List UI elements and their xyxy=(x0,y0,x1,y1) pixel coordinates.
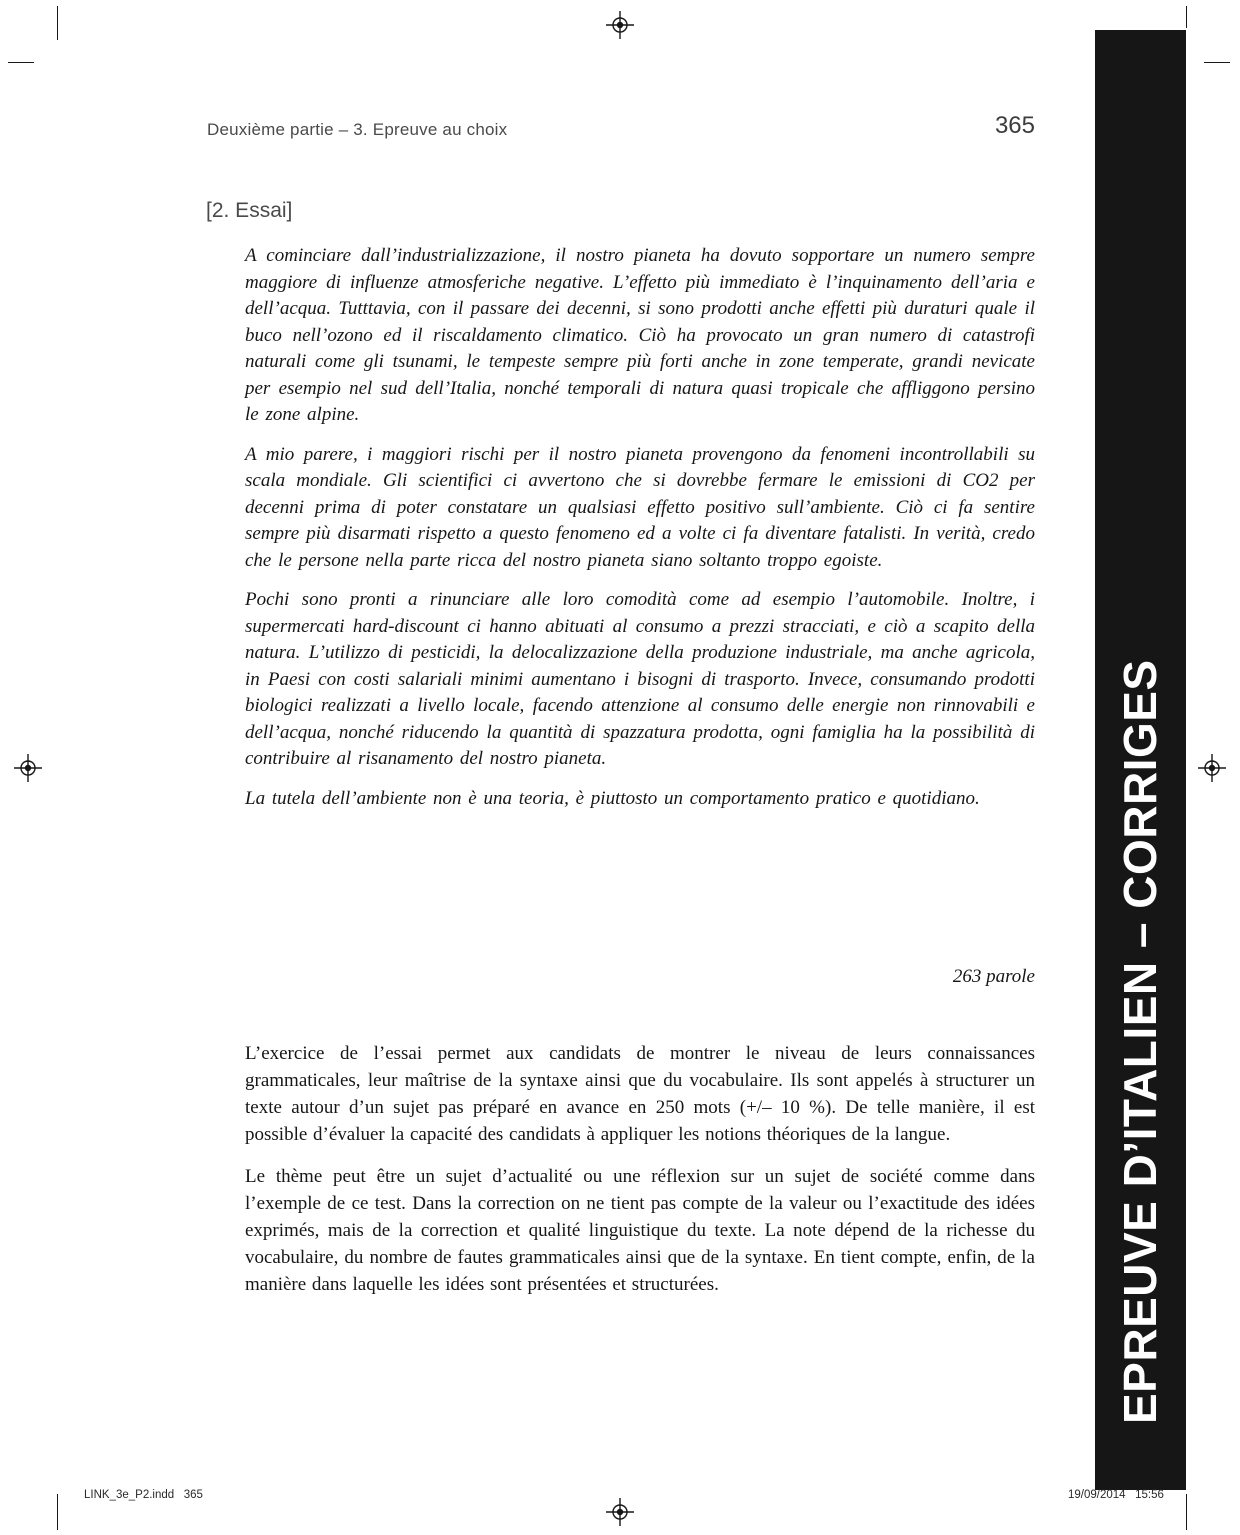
commentary-block xyxy=(245,1040,1035,1313)
crop-mark-bottom-left xyxy=(57,1494,58,1530)
footer-timestamp: 19/09/2014 15:56 xyxy=(1068,1489,1164,1501)
word-count: 263 parole xyxy=(952,966,1035,987)
footer-file-info: LINK_3e_P2.indd 365 xyxy=(84,1489,203,1501)
running-title: Deuxième partie – 3. Epreuve au choix xyxy=(207,120,508,139)
crop-mark-top-right xyxy=(1186,6,1187,28)
page-header xyxy=(207,112,1035,140)
commentary-paragraph-2: Le thème peut être un sujet d’actualité ou une réflexion sur un sujet de société comme dans l’exemple de ce test. Dans la correction on ne tient pas compte de la valeur ou l’exactitude des idées exprimés, mais de la correction et qualité linguistique du texte. La note dépend de la richesse du vocabulaire, du nombre de fautes grammaticales ainsi que de la syntaxe. En tient compte, enfin, de la manière dans laquelle les idées sont présentées et structurées. xyxy=(245,1166,1035,1295)
essay-paragraph-4: La tutela dell’ambiente non è una teoria, è piuttosto un comportamento pratico e quotidiano. xyxy=(245,787,980,809)
essay-paragraph-3: Pochi sono pronti a rinunciare alle loro comodità come ad esempio l’automobile. Inoltre, i supermercati hard-discount ci hanno abituati al consumo a prezzi stracciati, e ciò a scapito della natura. L’utilizzo di pesticidi, la delocalizzazione della produzione industriale, ma anche agricola, in Paesi con costi salariali minimi aumentano i bisogni di trasporto. Invece, consumando prodotti biologici realizzati a livello locale, facendo attenzione al consumo delle energie non rinnovabili e dell’acqua, nonché riducendo la quantità di spazzatura prodotta, ogni famiglia ha la possibilità di contribuire al risanamento del nostro pianeta. xyxy=(245,589,1035,769)
side-tab-label: EPREUVE D’ITALIEN – CORRIGES xyxy=(1114,659,1166,1424)
crop-mark-left-horizontal xyxy=(8,62,34,63)
page-number: 365 xyxy=(994,112,1035,139)
essay-block xyxy=(245,243,1035,825)
crop-mark-right-horizontal xyxy=(1204,62,1230,63)
commentary-paragraph-1: L’exercice de l’essai permet aux candidats de montrer le niveau de leurs connaissances grammaticales, leur maîtrise de la syntaxe ainsi que du vocabulaire. Ils sont appelés à structurer un texte autour d’un sujet pas préparé en avance en 250 mots (+/– 10 %). De telle manière, il est possible d’évaluer la capacité des candidats à appliquer les notions théoriques de la langue. xyxy=(245,1043,1035,1145)
registration-mark-right-icon xyxy=(1198,754,1226,782)
essay-paragraph-1: A cominciare dall’industrializzazione, il nostro pianeta ha dovuto sopportare un numero sempre maggiore di influenze atmosferiche negative. L’effetto più immediato è l’inquinamento dell’aria e dell’acqua. Tutttavia, con il passare dei decenni, si sono prodotti anche effetti più duraturi quale il buco nell’ozono ed il riscaldamento climatico. Ciò ha provocato un gran numero di catastrofi naturali come gli tsunami, le tempeste sempre più forti anche in zone temperate, grandi nevicate per esempio nel sud dell’Italia, nonché temporali di natura quasi tropicale che affliggono persino le zone alpine. xyxy=(245,245,1035,425)
side-tab xyxy=(1095,30,1186,1490)
section-heading: [2. Essai] xyxy=(206,199,293,222)
registration-mark-left-icon xyxy=(14,754,42,782)
crop-mark-bottom-right xyxy=(1186,1494,1187,1530)
essay-paragraph-2: A mio parere, i maggiori rischi per il nostro pianeta provengono da fenomeni incontrollabili su scala mondiale. Gli scientifici ci avvertono che si dovrebbe fermare le emissioni di CO2 per decenni prima di poter constatare un qualsiasi effetto positivo sull’ambiente. Ciò ci fa sentire sempre più disarmati rispetto a questo fenomeno ed a volte ci fa diventare fatalisti. In verità, credo che le persone nella parte ricca del nostro pianeta siano soltanto troppo egoiste. xyxy=(245,443,1035,571)
registration-mark-bottom-center-icon xyxy=(606,1498,634,1526)
crop-mark-top-left xyxy=(57,6,58,40)
registration-mark-top-center-icon xyxy=(606,11,634,39)
